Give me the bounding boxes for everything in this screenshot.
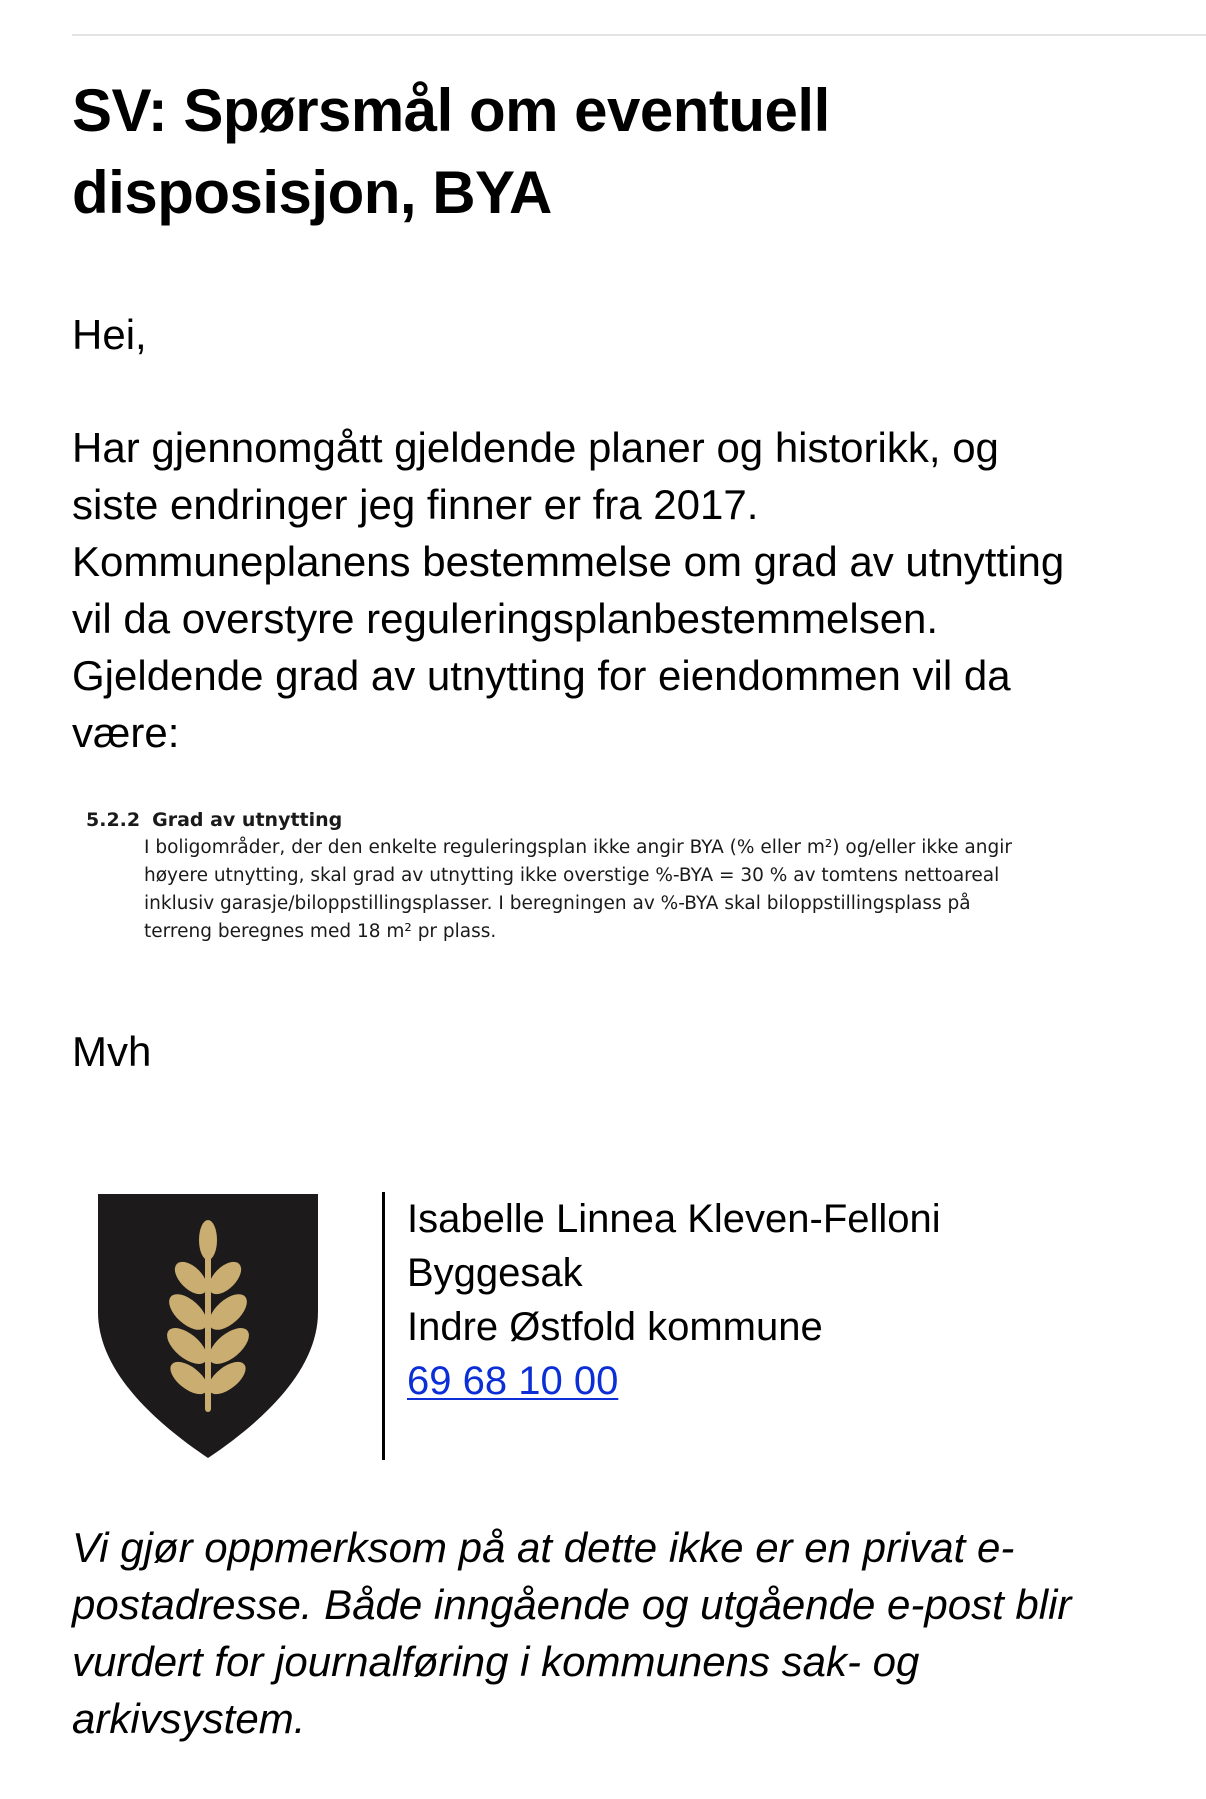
email-body-paragraph [72, 419, 1152, 761]
excerpt-line: I boligområder, der den enkelte reguleringsplan ikke angir BYA (% eller m²) og/eller ikke angir [144, 837, 1012, 858]
signature-department: Byggesak [407, 1251, 583, 1295]
body-line: Har gjennomgått gjeldende planer og historikk, og [72, 424, 999, 471]
signature-organization: Indre Østfold kommune [407, 1305, 823, 1349]
excerpt-line: inklusiv garasje/biloppstillingsplasser. I beregningen av %-BYA skal biloppstillingsplass på [144, 893, 971, 914]
header-divider [72, 34, 1206, 36]
excerpt-heading [86, 806, 1126, 834]
body-line: Kommuneplanens bestemmelse om grad av utnytting [72, 538, 1065, 585]
email-signature [72, 1192, 1152, 1462]
body-line: siste endringer jeg finner er fra 2017. [72, 481, 759, 528]
signature-name: Isabelle Linnea Kleven-Felloni [407, 1197, 941, 1241]
excerpt-body [144, 834, 1126, 946]
excerpt-section-number: 5.2.2 [86, 809, 141, 831]
body-line: vil da overstyre reguleringsplanbestemmelsen. [72, 595, 939, 642]
disclaimer-line: Vi gjør oppmerksom på at dette ikke er en privat e- [72, 1524, 1015, 1571]
regulation-excerpt-image [86, 806, 1126, 946]
body-line: være: [72, 709, 180, 756]
excerpt-section-title: Grad av utnytting [152, 809, 343, 831]
signature-details [407, 1192, 941, 1408]
disclaimer-line: vurdert for journalføring i kommunens sak- og [72, 1638, 920, 1685]
excerpt-line: terreng beregnes med 18 m² pr plass. [144, 921, 497, 942]
signature-phone-link[interactable]: 69 68 10 00 [407, 1359, 619, 1403]
wheat-shield-icon [94, 1192, 322, 1460]
email-closing: Mvh [72, 1028, 152, 1075]
disclaimer-line: postadresse. Både inngående og utgående e-post blir [72, 1581, 1072, 1628]
body-line: Gjeldende grad av utnytting for eiendommen vil da [72, 652, 1011, 699]
signature-divider [382, 1192, 385, 1460]
excerpt-line: høyere utnytting, skal grad av utnytting ikke overstige %-BYA = 30 % av tomtens nettoareal [144, 865, 1000, 886]
email-disclaimer [72, 1519, 1162, 1747]
email-subject: SV: Spørsmål om eventuell disposisjon, BYA [72, 77, 830, 226]
disclaimer-line: arkivsystem. [72, 1695, 306, 1742]
email-greeting: Hei, [72, 311, 147, 358]
